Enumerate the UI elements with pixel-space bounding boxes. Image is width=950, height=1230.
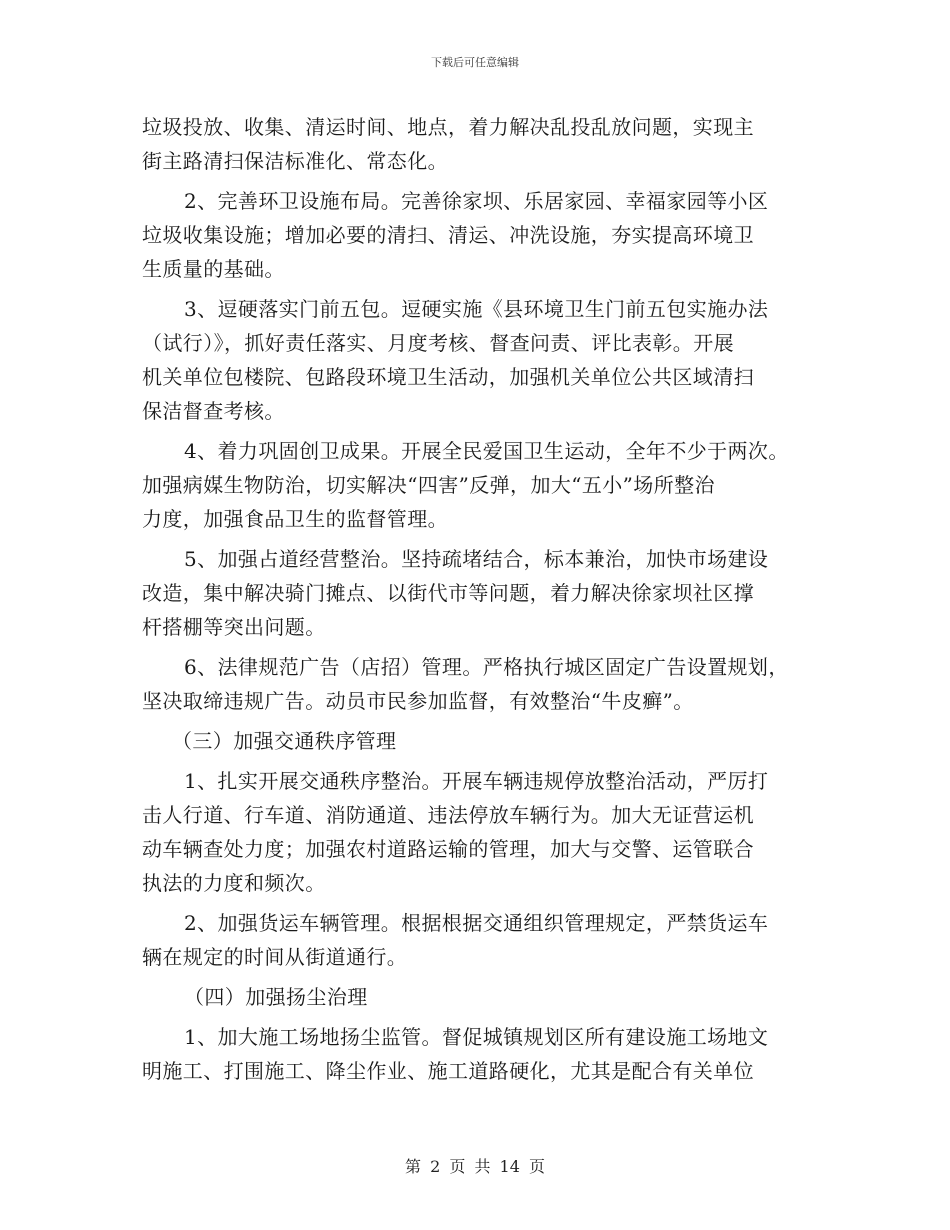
paragraph-line: 机关单位包楼院、包路段环境卫生活动，加强机关单位公共区域清扫 (142, 365, 754, 389)
paragraph-line: 垃圾投放、收集、清运时间、地点，着力解决乱投乱放问题，实现主 (142, 115, 754, 139)
paragraph-line: 街主路清扫保洁标准化、常态化。 (142, 149, 448, 173)
page-footer: 第 2 页 共 14 页 (405, 1157, 545, 1176)
paragraph-line: 1、扎实开展交通秩序整治。开展车辆违规停放整治活动，严厉打 (184, 769, 769, 793)
paragraph-line: 3、逗硬落实门前五包。逗硬实施《县环境卫生门前五包实施办法 (184, 297, 769, 321)
paragraph-line: （试行）》，抓好责任落实、月度考核、督查问责、评比表彰。开展 (142, 331, 734, 355)
paragraph-line: 1、加大施工场地扬尘监管。督促城镇规划区所有建设施工场地文 (184, 1025, 769, 1049)
paragraph-line: 动车辆查处力度；加强农村道路运输的管理，加大与交警、运管联合 (142, 837, 754, 861)
paragraph-line: 2、完善环卫设施布局。完善徐家坝、乐居家园、幸福家园等小区 (184, 189, 769, 213)
paragraph-line: 杆搭棚等突出问题。 (142, 615, 326, 639)
paragraph-line: 力度，加强食品卫生的监督管理。 (142, 507, 448, 531)
paragraph-line: 5、加强占道经营整治。坚持疏堵结合，标本兼治，加快市场建设 (184, 547, 769, 571)
paragraph-line: 生质量的基础。 (142, 257, 285, 281)
paragraph-line: 坚决取缔违规广告。动员市民参加监督，有效整治“牛皮癣”。 (142, 689, 694, 713)
paragraph-line: 加强病媒生物防治，切实解决“四害”反弹，加大“五小”场所整治 (142, 473, 715, 497)
paragraph-line: 改造，集中解决骑门摊点、以街代市等问题，着力解决徐家坝社区撑 (142, 581, 754, 605)
paragraph-line: 2、加强货运车辆管理。根据根据交通组织管理规定，严禁货运车 (184, 911, 769, 935)
paragraph-line: 执法的力度和频次。 (142, 871, 326, 895)
section-heading: （四）加强扬尘治理 (184, 985, 368, 1009)
paragraph-line: 垃圾收集设施；增加必要的清扫、清运、冲洗设施，夯实提高环境卫 (142, 223, 754, 247)
paragraph-line: 保洁督查考核。 (142, 399, 285, 423)
document-body (142, 110, 822, 1088)
paragraph-line: 辆在规定的时间从街道通行。 (142, 945, 408, 969)
paragraph-line: 击人行道、行车道、消防通道、违法停放车辆行为。加大无证营运机 (142, 803, 754, 827)
paragraph-line: 明施工、打围施工、降尘作业、施工道路硬化，尤其是配合有关单位 (142, 1059, 754, 1083)
page-header: 下载后可任意编辑 (431, 56, 519, 69)
paragraph-line: 6、法律规范广告（店招）管理。严格执行城区固定广告设置规划， (184, 655, 789, 679)
section-heading: （三）加强交通秩序管理 (172, 729, 397, 753)
paragraph-line: 4、着力巩固创卫成果。开展全民爱国卫生运动，全年不少于两次。 (184, 439, 789, 463)
